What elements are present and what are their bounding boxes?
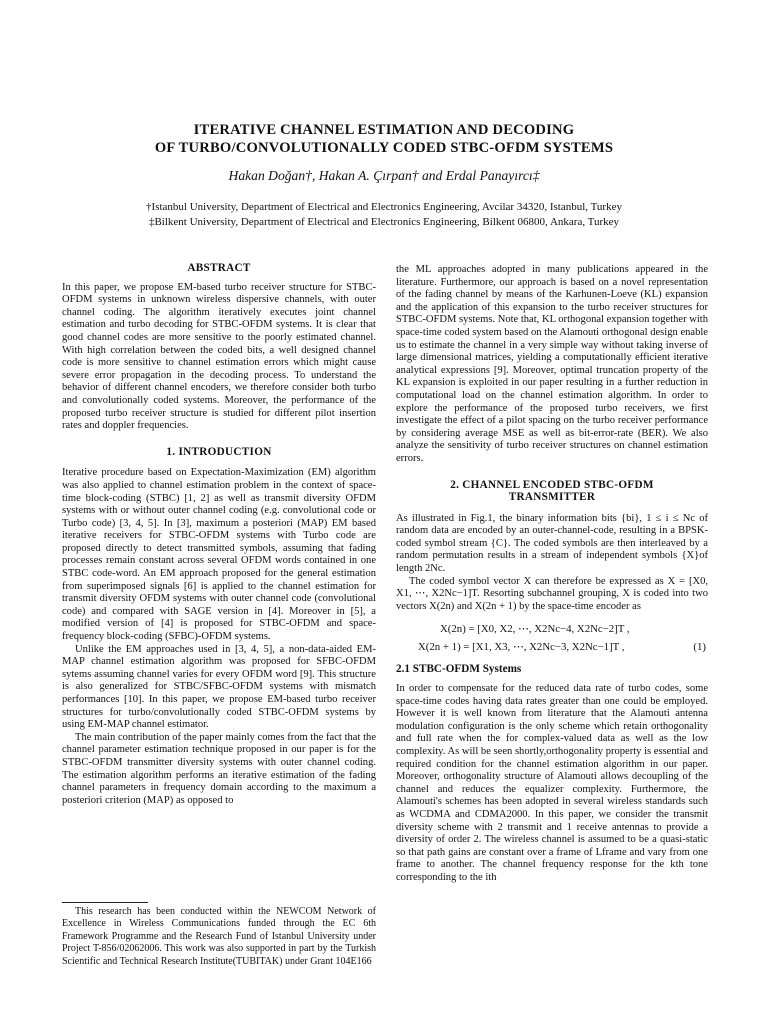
intro-paragraph-2: Unlike the EM approaches used in [3, 4, 5], a non-data-aided EM-MAP channel estimation algorithm was proposed for SFBC-OFDM sytems assuming channel varies for every OFDM word [9]. This structure is also generalized for STBC/SFBC-OFDM systems with mismatch performances [10]. In this paper, we propose EM-based turbo receiver structures for turbo/convolutionally coded STBC-OFDM systems by using EM-MAP channel estimator.: [62, 643, 376, 731]
equation-1-line-2: X(2n + 1) = [X1, X3, ⋯, X2Nc−3, X2Nc−1]T ,: [418, 641, 625, 654]
section-2-heading-line-1: 2. CHANNEL ENCODED STBC-OFDM: [450, 478, 654, 491]
section-2-heading-line-2: TRANSMITTER: [508, 491, 596, 504]
left-column: [62, 262, 376, 807]
title-line-2: OF TURBO/CONVOLUTIONALLY CODED STBC-OFDM SYSTEMS: [154, 140, 614, 156]
affiliations: [40, 200, 728, 230]
footnote-text: This research has been conducted within the NEWCOM Network of Excellence in Wireless Communications funded through the EC 6th Framework Programme and the Research Fund of Istanbul University under Project T-856/02062006. This work was also supported in part by the Turkish Scientific and Technical Research Institute(TUBITAK) under Grant 104E166: [62, 906, 376, 967]
footnote-rule: [62, 902, 148, 903]
intro-paragraph-1: Iterative procedure based on Expectation-Maximization (EM) algorithm was also applied to channel estimation problem in the context of space-time block-coding (STBC) [1, 2] as well as transmit diversity OFDM systems with or without outer channel coding (e.g. convolutional code or Turbo code) [3, 4, 5]. In [3], maximum a posteriori (MAP) EM based iterative receivers for STBC-OFDM systems with Turbo code are proposed directly to detect transmitted symbols, assuming that fading processes remain constant across several OFDM words contained in one STBC code-word. An EM approach proposed for the general estimation from superimposed signals [6] is applied to the channel estimation for transmit diversity OFDM systems with outer channel code (convolutional code) and compared with SAGE version in [4]. Moreover in [5], a modified version of [4] is proposed for STBC-OFDM and space-frequency block-coding (SFBC)-OFDM systems.: [62, 467, 376, 643]
title-line-1: ITERATIVE CHANNEL ESTIMATION AND DECODING: [193, 122, 575, 138]
section-2-paragraph-1: As illustrated in Fig.1, the binary information bits {bi}, 1 ≤ i ≤ Nc of random data are encoded by an outer-channel-code, resulting in a BPSK-coded symbol stream {C}. The coded symbols are then interleaved by a random permutation results in a stream of independent symbols {X}of length 2Nc.: [396, 512, 708, 575]
affiliation-bilkent: ‡Bilkent University, Department of Electrical and Electronics Engineering, Bilkent 06800, Ankara, Turkey: [148, 216, 620, 228]
abstract-heading: ABSTRACT: [187, 262, 251, 274]
right-column: [396, 264, 708, 885]
footnote: [62, 902, 376, 968]
abstract-text: In this paper, we propose EM-based turbo receiver structure for STBC-OFDM systems in unknown wireless dispersive channels, with outer channel coding. The algorithm iteratively executes joint channel estimation and turbo decoding for STBC-OFDM systems. It is clear that good channel codes are more sensitive to the poorly estimated channel. With high correlation between the coded bits, a well designed channel code is more sensitive to channel estimation errors which might cause severe error propagation in the decoding process. To understand the behavior of different channel encoders, we therefore consider both turbo and convolutionally coded systems. Moreover, the performance of the proposed turbo receiver structure is studied for different pilot insertion rates and doppler frequencies.: [62, 281, 376, 432]
equation-1-line-1: X(2n) = [X0, X2, ⋯, X2Nc−4, X2Nc−2]T ,: [440, 623, 630, 636]
equation-1-number: (1): [693, 641, 706, 654]
paper-title: [40, 121, 728, 157]
intro-paragraph-3: The main contribution of the paper mainly comes from the fact that the channel parameter estimation technique proposed in our paper is for the STBC-OFDM transmitter diversity systems with outer channel coding. The estimation algorithm performs an iterative estimation of the fading channel parameters in frequency domain according to the maximum a posteriori criterion (MAP) as opposed to: [62, 731, 376, 806]
section-2-paragraph-2: The coded symbol vector X can therefore be expressed as X = [X0, X1, ⋯, X2Nc−1]T. Resorting subchannel grouping, X is coded into two vectors X(2n) and X(2n + 1) by the space-time encoder as: [396, 575, 708, 612]
affiliation-istanbul: †Istanbul University, Department of Electrical and Electronics Engineering, Avcilar 34320, Istanbul, Turkey: [146, 201, 622, 213]
right-paragraph-1: the ML approaches adopted in many publications appeared in the literature. Furthermore, our approach is based on a novel representation of the fading channel by means of the Karhunen-Loeve (KL) expansion and the application of this expansion to the turbo receiver structures for STBC-OFDM systems. Note that, KL orthogonal expansion together with space-time coded system based on the Alamouti orthogonal design enable us to estimate the channel in a very simple way without taking inverse of large dimensional matrices, yielding a computationally efficient iterative analytical expressions [9]. Moreover, optimal truncation property of the KL expansion is exploited in our paper resulting in a further reduction in computational load on the channel estimation algorithm. In order to explore the performance of the proposed turbo receivers, we first investigate the effect of a pilot spacing on the turbo receiver performance by considering average MSE as well as bit-error-rate (BER). We also analyze the sensitivity of turbo receiver structures on channel estimation errors.: [396, 264, 708, 464]
equation-1: [396, 621, 708, 659]
authors: Hakan Doğan†, Hakan A. Çırpan† and Erdal Panayırcı‡: [228, 168, 540, 183]
section-1-heading: 1. INTRODUCTION: [166, 445, 272, 458]
subsection-2-1-paragraph: In order to compensate for the reduced data rate of turbo codes, some space-time codes having data rates greater than one could be employed. However it is well known from literature that the Alamouti antenna modulation configuration is the only scheme which retain orthogonality and full rate when the for complex-valued data as well as the low complexity. As will be seen shortly,orthogonality property is essential and required condition for the channel estimation algorithm in our paper. Moreover, orthogonality structure of Alamouti allows decoupling of the channel and reduces the equalizer complexity. Furthermore, the Alamouti's schemes has been adopted in several wireless standards such as WCDMA and CDMA2000. In this paper, we consider the transmit diversity scheme with 2 transmit and 1 receive antennas to provide a diversity of order 2. The wireless channel is assumed to be a quasi-static so that path gains are constant over a frame of Lframe and vary from one frame to another. The channel frequency response for the kth tone corresponding to the ith: [396, 683, 708, 883]
subsection-2-1-heading: 2.1 STBC-OFDM Systems: [396, 663, 522, 676]
